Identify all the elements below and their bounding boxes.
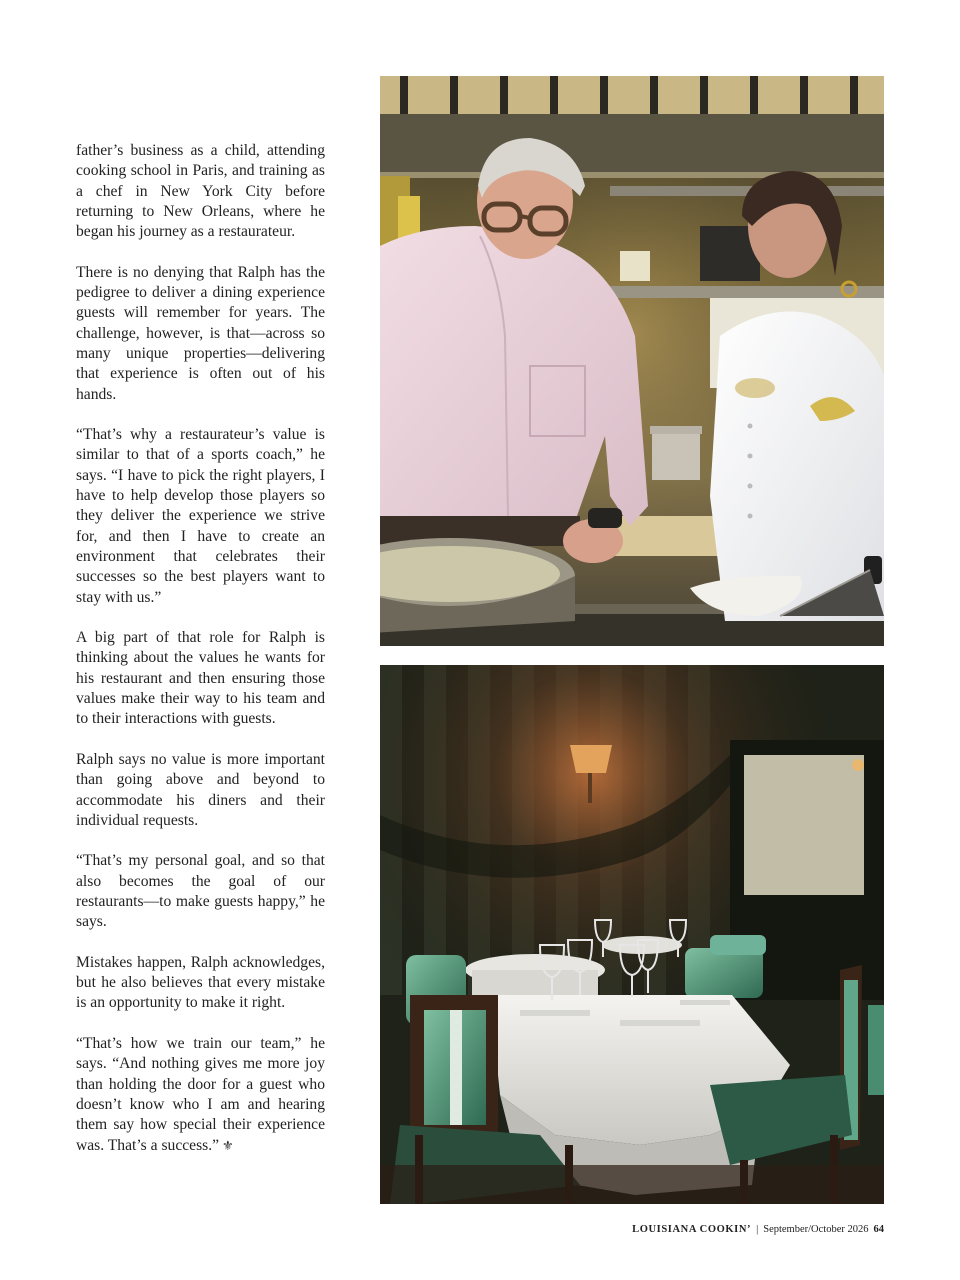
article-paragraph: father’s business as a child, attending cooking school in Paris, and training as a chef in New York City before returning to New Orleans, where he began his journey as a restaurateur. (76, 142, 325, 241)
footer-separator: | (756, 1224, 759, 1235)
article-paragraph: Ralph says no value is more important than going above and beyond to accommodate his diners and their individual requests. (76, 750, 325, 829)
page-footer (632, 1224, 884, 1235)
kitchen-photo (380, 76, 884, 646)
issue-date: September/October 2026 (763, 1224, 869, 1235)
article-paragraph: A big part of that role for Ralph is thinking about the values he wants for his restaurant and then ensuring those values make their way to his team and to their interactions with guests. (76, 629, 325, 728)
article-paragraph: “That’s why a restaurateur’s value is similar to that of a sports coach,” he says. “I have to pick the right players, I have to help develop those players so they deliver the experience we strive for, and then I have to create an environment that celebrates their successes so the best players want to stay with us.” (76, 426, 325, 606)
magazine-name: LOUISIANA COOKIN’ (632, 1224, 752, 1235)
dining-room-photo (380, 665, 884, 1204)
article-paragraph-text: “That’s how we train our team,” he says. “And nothing gives me more joy than holding the door for a guest who doesn’t know who I am and hearing them say how special their experience was. That’s a success.” (76, 1035, 325, 1154)
kitchen-photo-image (380, 76, 884, 646)
article-paragraph-final (76, 1034, 325, 1156)
article-paragraph: “That’s my personal goal, and so that also becomes the goal of our restaurants—to make guests happy,” he says. (76, 852, 325, 931)
dining-room-photo-image (380, 665, 884, 1204)
article-paragraph: Mistakes happen, Ralph acknowledges, but he also believes that every mistake is an opportunity to make it right. (76, 953, 325, 1012)
fleur-de-lis-end-mark-icon: ⚜ (222, 1137, 234, 1153)
article-paragraph: There is no denying that Ralph has the pedigree to deliver a dining experience guests will remember for years. The challenge, however, is that—across so many unique properties—delivering that experience is often out of his hands. (76, 263, 325, 403)
page-number: 64 (873, 1224, 884, 1235)
article-body (76, 141, 325, 1156)
